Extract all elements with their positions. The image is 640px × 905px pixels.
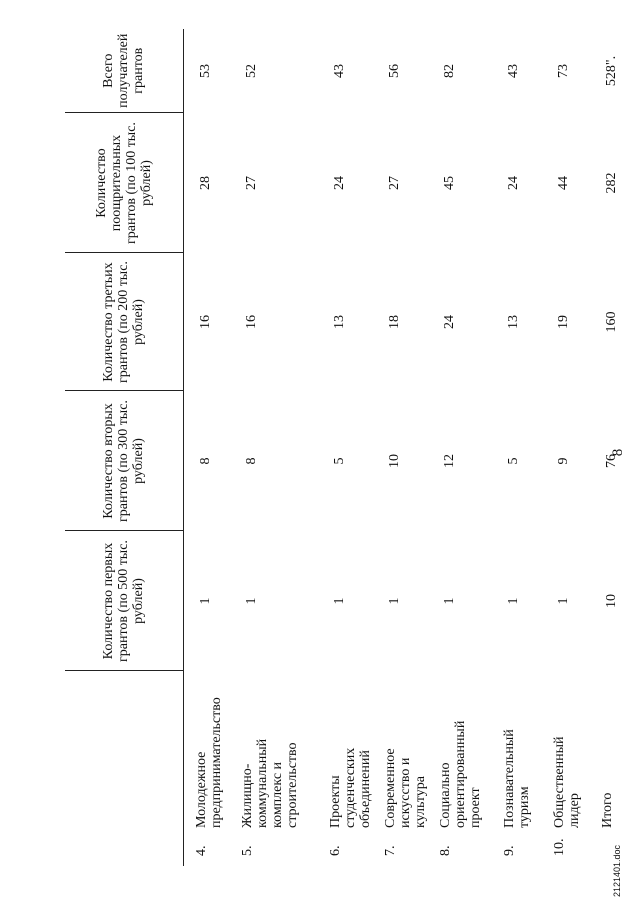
nomination-name: Жилищно-коммунальный комплекс и строительство (240, 738, 300, 828)
first-grants-value: 1 (556, 597, 571, 605)
nomination-cell (230, 671, 318, 866)
table-row (373, 29, 428, 866)
table-row (428, 29, 492, 866)
third-grants-value: 19 (556, 315, 571, 329)
first-grants-value: 1 (244, 597, 259, 605)
table-row (492, 29, 542, 866)
first-grants-value: 1 (197, 597, 213, 605)
header-first-grants: Количество первых грантов (по 500 тыс. рублей) (65, 531, 183, 671)
total-recipients-value: 53 (197, 64, 213, 78)
total-recipients-value: 56 (387, 64, 402, 78)
total-recipients-value: 73 (556, 64, 571, 78)
third-grants-value: 16 (244, 315, 259, 329)
encouraging-grants-value: 27 (244, 176, 259, 190)
nomination-cell (542, 671, 590, 866)
first-grants-value: 1 (506, 597, 521, 605)
third-grants-total: 160 (604, 311, 619, 333)
second-grants-value: 12 (442, 454, 457, 468)
total-recipients-value: 43 (506, 64, 521, 78)
first-grants-total: 10 (604, 594, 619, 608)
total-recipients-value: 43 (332, 64, 347, 78)
total-recipients-value: 52 (244, 64, 259, 78)
row-number: 4. (193, 845, 209, 856)
table-row (183, 29, 230, 866)
third-grants-value: 18 (387, 315, 402, 329)
third-grants-value: 16 (197, 315, 213, 329)
total-recipients-total: 528". (604, 55, 619, 87)
third-grants-value: 13 (506, 315, 521, 329)
row-number: 5. (240, 845, 255, 856)
row-number: 10. (552, 838, 567, 856)
nomination-name: Общественный лидер (552, 736, 582, 828)
row-number: 8. (438, 845, 453, 856)
second-grants-value: 8 (244, 457, 259, 465)
encouraging-grants-value: 28 (197, 176, 213, 190)
encouraging-grants-value: 24 (332, 176, 347, 190)
encouraging-grants-value: 45 (442, 176, 457, 190)
encouraging-grants-value: 44 (556, 176, 571, 190)
page-number: 8 (610, 448, 626, 457)
nomination-cell (492, 671, 542, 866)
nomination-name: Познавательный туризм (502, 729, 532, 828)
nomination-cell (183, 671, 230, 866)
first-grants-value: 1 (332, 597, 347, 605)
nomination-cell (428, 671, 492, 866)
totals-row (590, 29, 640, 866)
header-encouraging-grants: Количество поощрительных грантов (по 100 тыс. рублей) (65, 113, 183, 253)
second-grants-total: 76 (604, 454, 619, 468)
table-header-row (65, 29, 183, 866)
second-grants-value: 8 (197, 457, 213, 465)
table-row (318, 29, 373, 866)
row-number: 7. (383, 845, 398, 856)
table-body (183, 29, 640, 866)
nomination-name: Социально ориентированный проект (438, 720, 483, 828)
header-third-grants: Количество третьих грантов (по 200 тыс. рублей) (65, 253, 183, 391)
second-grants-value: 9 (556, 457, 571, 465)
table-row (230, 29, 318, 866)
third-grants-value: 13 (332, 315, 347, 329)
third-grants-value: 24 (442, 315, 457, 329)
nomination-cell (318, 671, 373, 866)
document-code: 2121401.doc (612, 844, 622, 897)
second-grants-value: 5 (506, 457, 521, 465)
header-total-recipients: Всего получателей грантов (65, 29, 183, 113)
first-grants-value: 1 (442, 597, 457, 605)
total-recipients-value: 82 (442, 64, 457, 78)
nomination-cell (373, 671, 428, 866)
totals-label: Итого (600, 792, 615, 828)
header-second-grants: Количество вторых грантов (по 300 тыс. рублей) (65, 391, 183, 531)
row-number: 6. (328, 845, 343, 856)
encouraging-grants-value: 27 (387, 176, 402, 190)
second-grants-value: 10 (387, 454, 402, 468)
header-nomination (65, 671, 183, 866)
grants-table (65, 29, 640, 866)
first-grants-value: 1 (387, 597, 402, 605)
row-number: 9. (502, 845, 517, 856)
totals-label-cell (590, 671, 640, 866)
encouraging-grants-total: 282 (604, 172, 619, 194)
nomination-name: Проекты студенческих объединений (328, 747, 373, 828)
encouraging-grants-value: 24 (506, 176, 521, 190)
nomination-name: Молодежное предпринимательство (193, 697, 224, 828)
nomination-name: Современное искусство и культура (383, 748, 428, 828)
table-row (542, 29, 590, 866)
second-grants-value: 5 (332, 457, 347, 465)
